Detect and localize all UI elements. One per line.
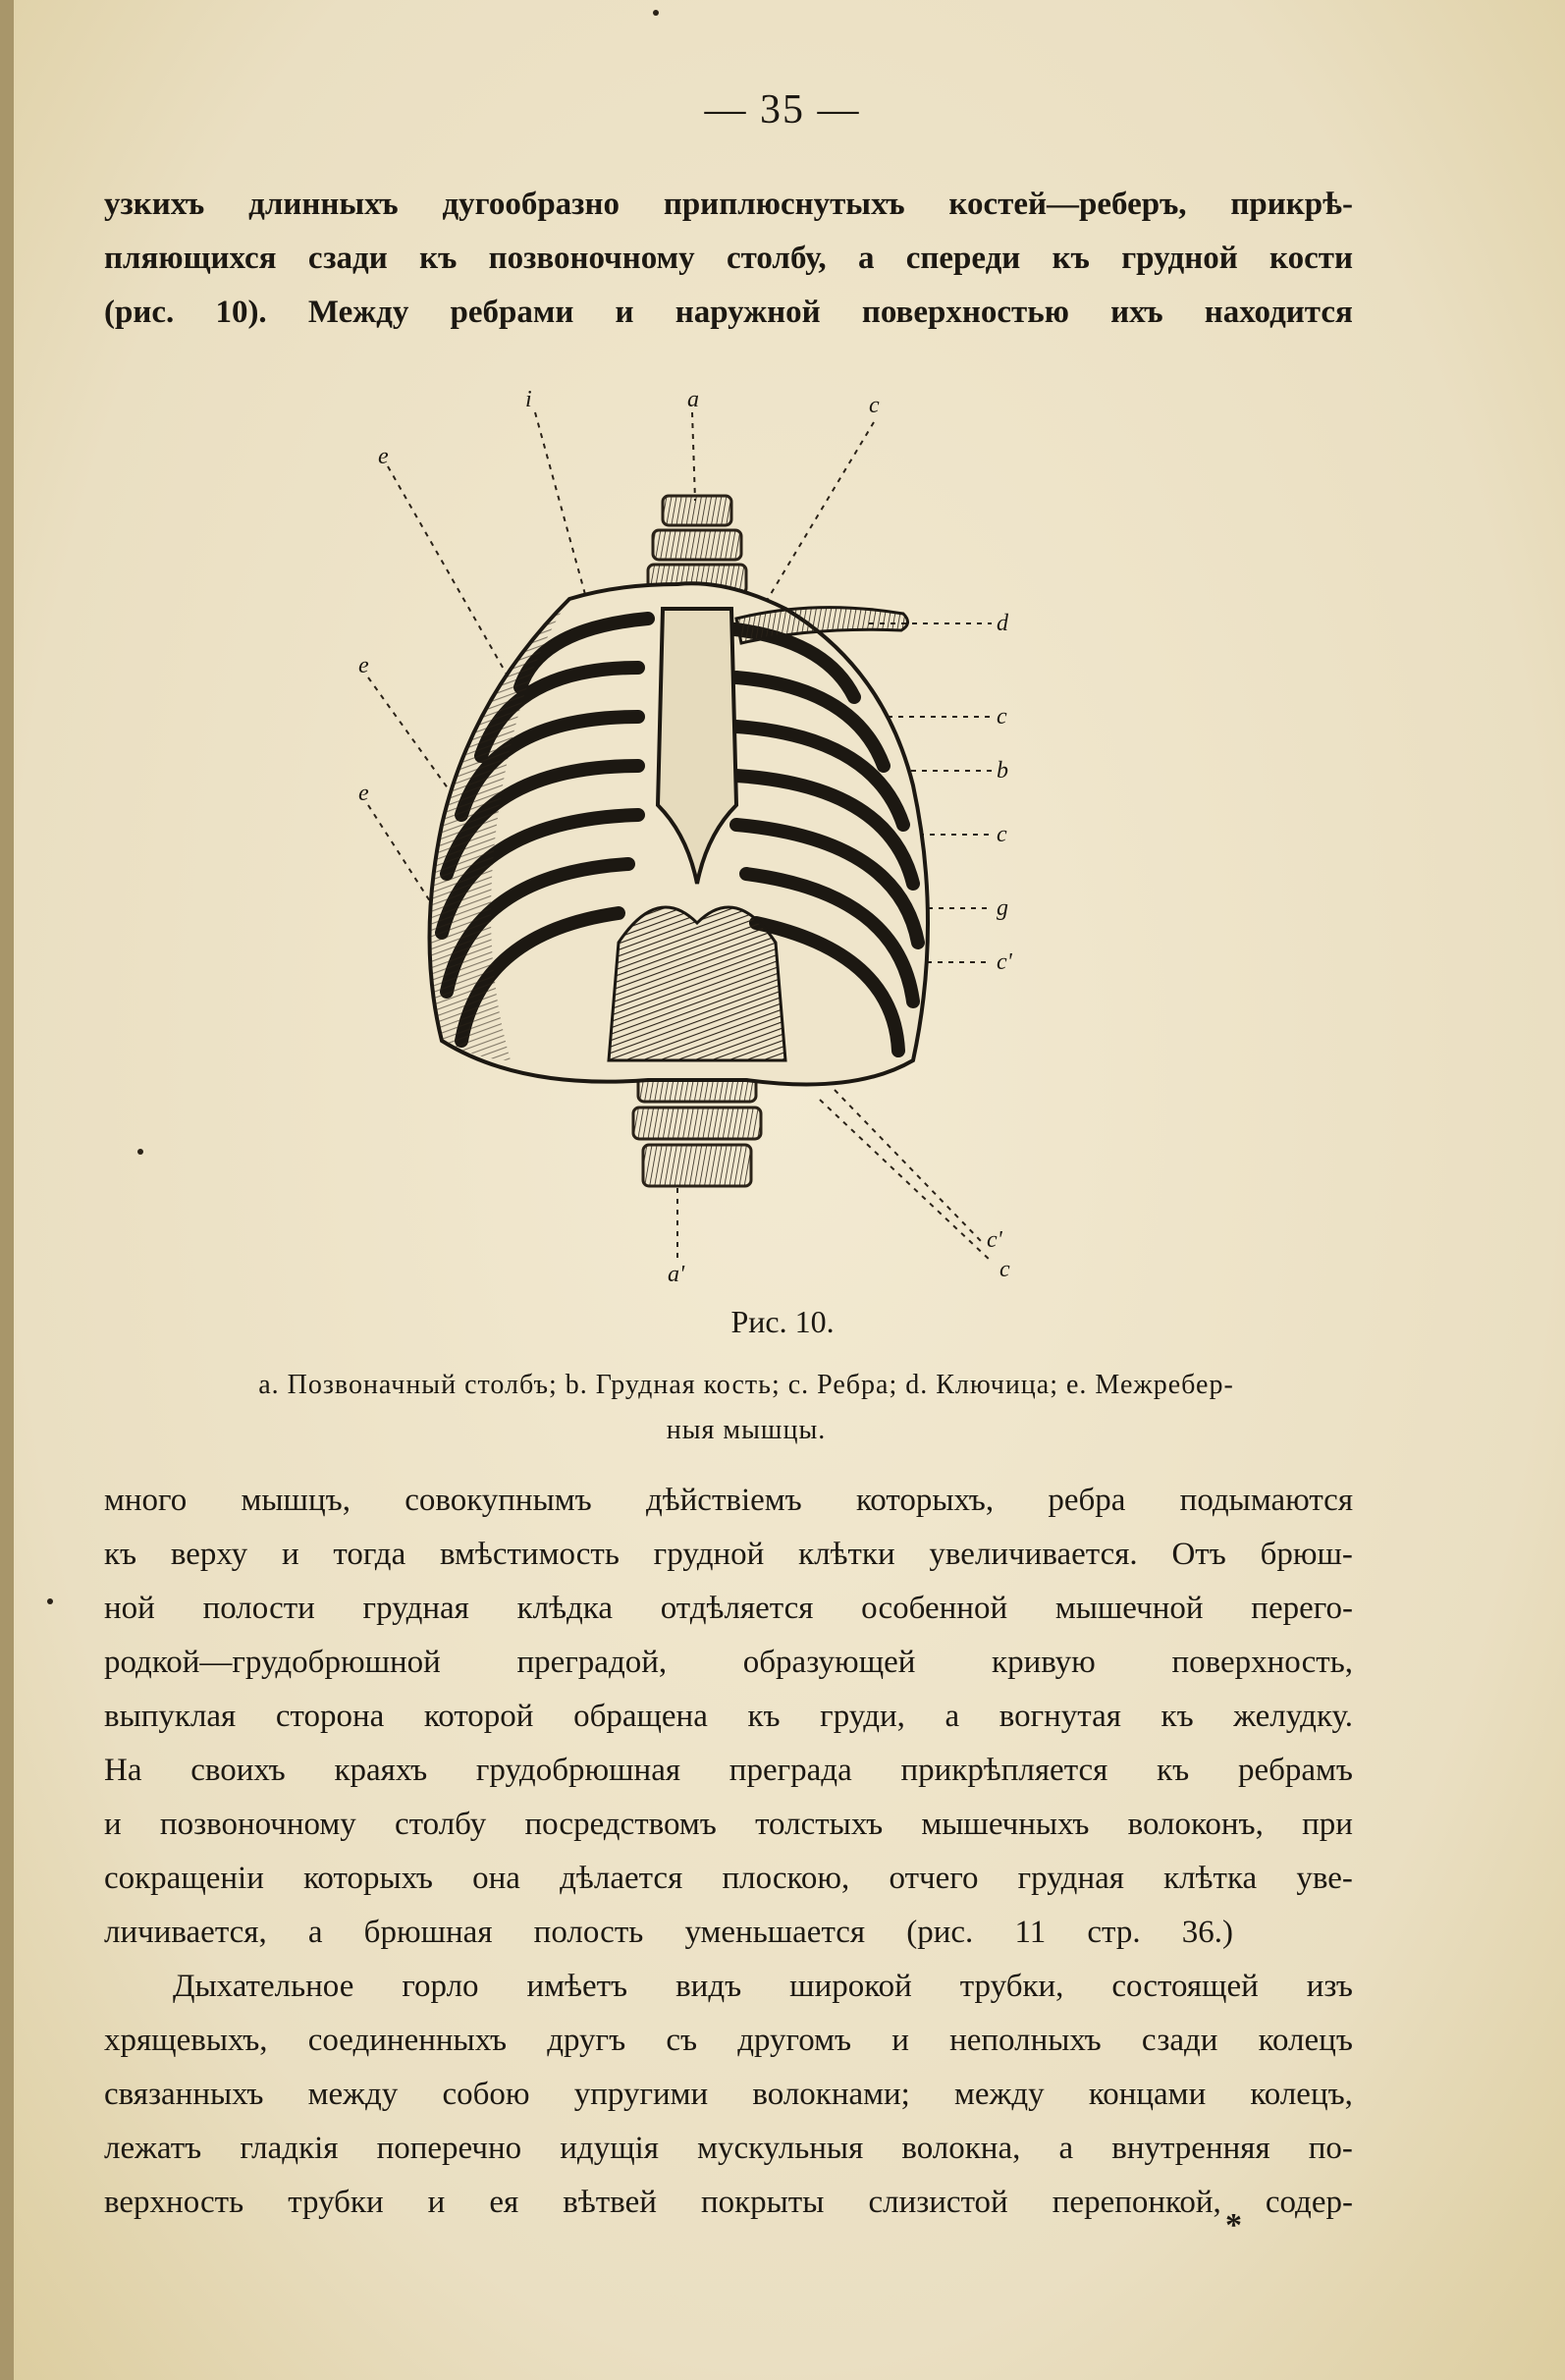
word: совокупнымъ	[405, 1483, 592, 1518]
label-e: e	[358, 781, 369, 806]
word: краяхъ	[334, 1753, 428, 1788]
print-speck	[47, 1598, 53, 1604]
word: верху	[170, 1537, 248, 1572]
word: грудной	[1121, 241, 1238, 276]
legend-line: a. Позвоначный столбъ; b. Грудная кость; c. Ребра; d. Ключица; e. Межребер-	[258, 1370, 1234, 1400]
word: вогнутая	[998, 1699, 1121, 1734]
word: между	[307, 2077, 399, 2112]
word: покрыты	[700, 2185, 825, 2220]
word: и	[891, 2023, 909, 2058]
word: отчего	[889, 1861, 979, 1896]
word: трубки,	[959, 1969, 1064, 2004]
text-line	[104, 2023, 1353, 2059]
word: (рис.	[104, 295, 175, 330]
word: и	[104, 1807, 122, 1842]
word: кривую	[992, 1645, 1096, 1680]
word: слизистой	[868, 2185, 1008, 2220]
word: поперечно	[376, 2131, 522, 2166]
word: узкихъ	[104, 187, 205, 222]
word: перепонкой,	[1052, 2185, 1221, 2220]
word: она	[472, 1861, 520, 1896]
text-line	[104, 1537, 1353, 1573]
word: столбу,	[726, 241, 827, 276]
label-e: e	[378, 444, 389, 469]
word: пляющихся	[104, 241, 277, 276]
word: концами	[1088, 2077, 1207, 2112]
word: къ	[1157, 1753, 1190, 1788]
word: родкой—грудобрюшной	[104, 1645, 441, 1680]
text-line	[104, 2077, 1353, 2113]
label-a: a	[687, 387, 699, 412]
word: спереди	[905, 241, 1021, 276]
word: мускульныя	[697, 2131, 864, 2166]
legend-line: ныя мышцы.	[666, 1415, 827, 1445]
word: грудобрюшная	[475, 1753, 681, 1788]
figure-legend	[137, 1363, 1355, 1453]
word: (рис.	[906, 1915, 974, 1950]
word: упругими	[573, 2077, 709, 2112]
word: которой	[423, 1699, 534, 1734]
word: поверхностью	[861, 295, 1069, 330]
word: съ	[666, 2023, 698, 2058]
word: трубки	[288, 2185, 384, 2220]
word: особенной	[861, 1591, 1008, 1626]
word: плоскою,	[722, 1861, 850, 1896]
word: брюшная	[363, 1915, 493, 1950]
word: ребрами	[450, 295, 574, 330]
word: На	[104, 1753, 142, 1788]
word: полости	[202, 1591, 315, 1626]
word: Отъ	[1171, 1537, 1226, 1572]
print-speck	[137, 1149, 143, 1155]
word: полость	[533, 1915, 644, 1950]
word: 11	[1014, 1915, 1047, 1950]
word: горло	[402, 1969, 479, 2004]
word: а	[1058, 2131, 1074, 2166]
word: 36.)	[1181, 1915, 1233, 1950]
text-line	[104, 241, 1353, 277]
word: а	[944, 1699, 960, 1734]
word: колецъ	[1258, 2023, 1353, 2058]
word: и	[427, 2185, 446, 2220]
text-line	[104, 1753, 1353, 1789]
text-line	[104, 1861, 1353, 1897]
word: брюш-	[1260, 1537, 1353, 1572]
label-c: c	[997, 704, 1007, 730]
word: другомъ	[737, 2023, 852, 2058]
word: прикрѣпляется	[900, 1753, 1108, 1788]
word: состоящей	[1111, 1969, 1259, 2004]
word: дѣлается	[560, 1861, 683, 1896]
text-line	[104, 1915, 1233, 1951]
word: костей—реберъ,	[948, 187, 1187, 222]
word: ребрамъ	[1237, 1753, 1353, 1788]
word: клѣдка	[516, 1591, 613, 1626]
word: лежатъ	[104, 2131, 202, 2166]
word: къ	[1052, 241, 1090, 276]
word: неполныхъ	[949, 2023, 1102, 2058]
word: которыхъ	[303, 1861, 433, 1896]
word: идущія	[560, 2131, 659, 2166]
text-line	[173, 1969, 1353, 2005]
text-line	[104, 2185, 1353, 2221]
word: обращена	[573, 1699, 708, 1734]
word: прикрѣ-	[1230, 187, 1353, 222]
word: къ	[104, 1537, 137, 1572]
word: а	[307, 1915, 323, 1950]
text-line	[104, 1483, 1353, 1519]
label-c: c	[999, 1257, 1010, 1282]
label-c-prime: c'	[987, 1227, 1002, 1253]
word: ной	[104, 1591, 155, 1626]
word: сокращеніи	[104, 1861, 264, 1896]
word: внутренняя	[1111, 2131, 1270, 2166]
word: дѣйствіемъ	[645, 1483, 802, 1518]
word: приплюснутыхъ	[663, 187, 905, 222]
word: сзади	[1141, 2023, 1218, 2058]
text-line	[104, 2131, 1353, 2167]
word: имѣетъ	[526, 1969, 628, 2004]
word: соединенныхъ	[307, 2023, 508, 2058]
word: личивается,	[104, 1915, 267, 1950]
word: стр.	[1087, 1915, 1141, 1950]
word: собою	[442, 2077, 530, 2112]
text-line	[104, 1807, 1353, 1843]
word: грудная	[1017, 1861, 1124, 1896]
word: толстыхъ	[755, 1807, 884, 1842]
word: посредствомъ	[524, 1807, 717, 1842]
word: сторона	[275, 1699, 385, 1734]
text-line	[104, 1645, 1353, 1681]
word: видъ	[675, 1969, 742, 2004]
word: много	[104, 1483, 188, 1518]
page-number: — 35 —	[704, 87, 861, 133]
word: находится	[1204, 295, 1353, 330]
label-i: i	[525, 387, 532, 412]
word: волокнами;	[752, 2077, 910, 2112]
word: волоконъ,	[1127, 1807, 1264, 1842]
word: желудку.	[1233, 1699, 1353, 1734]
word: связанныхъ	[104, 2077, 264, 2112]
word: которыхъ,	[855, 1483, 995, 1518]
word: преграда	[729, 1753, 852, 1788]
word: Дыхательное	[173, 1969, 354, 2004]
word: сзади	[307, 241, 388, 276]
word: уменьшается	[684, 1915, 866, 1950]
word: мышечной	[1054, 1591, 1204, 1626]
label-d: d	[997, 611, 1008, 636]
word: выпуклая	[104, 1699, 237, 1734]
word: вмѣстимость	[440, 1537, 620, 1572]
word: подымаются	[1179, 1483, 1353, 1518]
word: клѣтки	[798, 1537, 895, 1572]
word: хрящевыхъ,	[104, 2023, 268, 2058]
word: груди,	[820, 1699, 905, 1734]
word: тогда	[333, 1537, 406, 1572]
label-c: c	[997, 822, 1007, 847]
label-g: g	[997, 895, 1008, 921]
word: длинныхъ	[248, 187, 399, 222]
word: столбу	[395, 1807, 487, 1842]
word: изъ	[1306, 1969, 1353, 2004]
word: отдѣляется	[660, 1591, 814, 1626]
word: кости	[1269, 241, 1353, 276]
word: вѣтвей	[563, 2185, 657, 2220]
text-line	[104, 295, 1353, 331]
label-c: c	[869, 393, 880, 418]
word: позвоночному	[159, 1807, 356, 1842]
word: грудная	[362, 1591, 469, 1626]
word: широкой	[789, 1969, 912, 2004]
word: при	[1302, 1807, 1353, 1842]
label-e: e	[358, 653, 369, 678]
ribcage-illustration	[324, 373, 1051, 1306]
word: къ	[747, 1699, 781, 1734]
word: ихъ	[1110, 295, 1163, 330]
word: содер-	[1265, 2185, 1353, 2220]
word: и	[281, 1537, 299, 1572]
label-b: b	[997, 758, 1008, 784]
word: а	[857, 241, 875, 276]
word: къ	[1160, 1699, 1194, 1734]
word: мышечныхъ	[921, 1807, 1090, 1842]
word: 10).	[215, 295, 267, 330]
figure-title: Рис. 10.	[730, 1304, 835, 1339]
word: ея	[489, 2185, 519, 2220]
word: по-	[1308, 2131, 1353, 2166]
page-edge-shadow	[0, 0, 14, 2380]
word: между	[954, 2077, 1045, 2112]
word: увеличивается.	[929, 1537, 1138, 1572]
word: наружной	[675, 295, 821, 330]
word: мышцъ,	[241, 1483, 351, 1518]
word: къ	[419, 241, 458, 276]
signature-mark: *	[1225, 2207, 1242, 2244]
word: колецъ,	[1250, 2077, 1353, 2112]
label-c-prime: c'	[997, 949, 1012, 975]
word: Между	[307, 295, 409, 330]
word: грудной	[653, 1537, 765, 1572]
word: другъ	[547, 2023, 626, 2058]
word: и	[615, 295, 634, 330]
word: гладкія	[240, 2131, 339, 2166]
word: образующей	[742, 1645, 916, 1680]
word: позвоночному	[488, 241, 695, 276]
word: поверхность,	[1171, 1645, 1353, 1680]
print-speck	[653, 10, 659, 16]
word: преградой,	[516, 1645, 668, 1680]
word: клѣтка	[1163, 1861, 1258, 1896]
text-line	[104, 1591, 1353, 1627]
text-line	[104, 187, 1353, 223]
word: уве-	[1296, 1861, 1353, 1896]
word: перего-	[1251, 1591, 1353, 1626]
text-line	[104, 1699, 1353, 1735]
word: своихъ	[190, 1753, 286, 1788]
word: волокна,	[901, 2131, 1021, 2166]
label-a-prime: a'	[668, 1262, 685, 1287]
word: верхность	[104, 2185, 244, 2220]
word: дугообразно	[442, 187, 620, 222]
word: ребра	[1048, 1483, 1126, 1518]
